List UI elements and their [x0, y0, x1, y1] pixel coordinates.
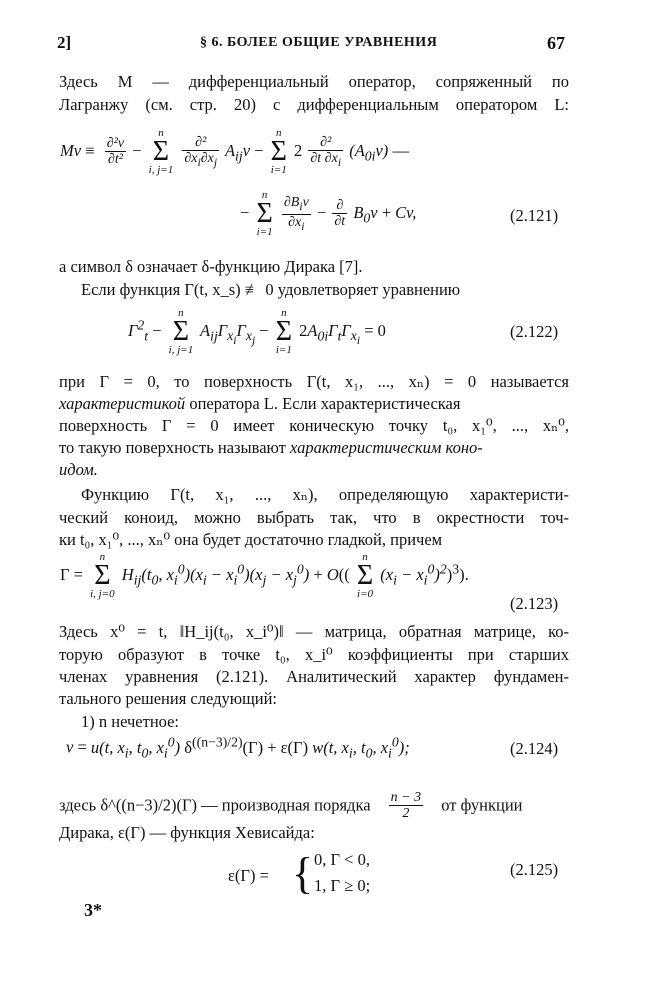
term-characteristic-conoid: характеристическим коно-	[289, 438, 483, 457]
text-line: идом.	[59, 460, 98, 479]
text-line: Если функция Γ(t, x_s) ≢ 0 удовлетворяет уравнению	[81, 280, 461, 299]
running-header-title: § 6. БОЛЕЕ ОБЩИЕ УРАВНЕНИЯ	[200, 35, 438, 50]
equation-2-121-line2: − n Σ i=1 $\frac{\partial B_iv}{\partial x_i}$ − $\frac{\partial}{\partial t}$ $B_0v + Cv$,	[240, 189, 417, 239]
text-line: торую образуют в точке t₀, x_i⁰ коэффициенты при старших	[59, 645, 569, 664]
equation-number: (2.125)	[510, 860, 559, 879]
equation-2-125: ε(Γ) = { 0, Γ < 0, 1, Γ ≥ 0;	[228, 849, 371, 898]
text-line: Лагранжу (см. стр. 20) с дифференциальным оператором L:	[59, 95, 569, 114]
list-item-odd-n: 1) n нечетное:	[81, 712, 180, 731]
text-line: тального решения следующий:	[59, 689, 278, 708]
equation-number: (2.121)	[510, 206, 559, 225]
equation-2-122: $\Gamma^2_t$ − n Σ i, j=1 $A_{ij}\Gamma_{x_i}\Gamma_{x_j}$ − n Σ i=1 $2A_{0i}\Gamma_t\Gamma_{x_i} = 0$	[128, 307, 386, 357]
equation-number: (2.122)	[510, 322, 559, 341]
text-line: Здесь x⁰ = t, ‖H_ij(t₀, x_i⁰)‖ — матрица, обратная матрице, ко-	[59, 622, 569, 641]
text-line: а символ δ означает δ-функцию Дирака [7].	[59, 257, 363, 276]
page-number: 67	[547, 33, 565, 53]
text-line: при Γ = 0, то поверхность Γ(t, x₁, ..., xₙ) = 0 называется	[59, 372, 569, 391]
section-number: 2]	[57, 33, 72, 52]
text-line: Здесь M — дифференциальный оператор, сопряженный по	[59, 72, 569, 91]
text-line: членах уравнения (2.121). Аналитический характер фундамен-	[59, 667, 569, 686]
text-line: здесь δ^((n−3)/2)(Γ) — производная порядка $\frac{n - 3}{2}$ от функции	[59, 790, 523, 822]
text-line: ческий коноид, можно выбрать так, что в окрестности точ-	[59, 508, 569, 527]
text-line: Функцию Γ(t, x₁, ..., xₙ), определяющую характеристи-	[81, 485, 569, 504]
text-line: поверхность Γ = 0 имеет коническую точку t₀, x₁⁰, ..., xₙ⁰,	[59, 416, 569, 435]
text-line: характеристикой оператора L. Если характеристическая	[59, 394, 461, 413]
case-negative: 0, Γ < 0,	[314, 850, 370, 869]
brace: {	[292, 849, 314, 898]
equation-number: (2.123)	[510, 594, 559, 613]
signature-mark: 3*	[84, 900, 102, 920]
equation-2-121-line1: Mv ≡ $\frac{\text{∂²v}}{\text{∂t²}}$ − n Σ i, j=1 $\frac{\text{∂²}}{\partial x_i\partial x_j}$ $A_{ij}v$ − n Σ i=1 2 $\frac{\text{∂²}}{\partial t \partial x_i}$ $(A_{0i}v)$ —	[60, 127, 409, 177]
equation-2-123: Γ = n Σ i, j=0 $H_{ij}(t_0$, $x_i^0)(x_i - x_i^0)(x_j - x_j^0) + O$(( n Σ i=0 $(x_i - x_i^0)^2)^3$).	[60, 551, 469, 601]
text-line: ки t₀, x₁⁰, ..., xₙ⁰ она будет достаточно гладкой, причем	[59, 530, 443, 549]
equation-number: (2.124)	[510, 739, 559, 758]
text-line: Дирака, ε(Γ) — функция Хевисайда:	[59, 823, 315, 842]
equation-2-124: v = u(t, $x_i$, $t_0$, $x_i^0$) $\delta^{((n-3)/2)}(\Gamma) + \varepsilon(\Gamma)$ w(t, $x_i$, $t_0$, $x_i^0$);	[66, 734, 410, 760]
case-nonnegative: 1, Γ ≥ 0;	[314, 876, 371, 895]
term-characteristic: характеристикой	[59, 394, 186, 413]
text-line: то такую поверхность называют характеристическим коно-	[59, 438, 483, 457]
